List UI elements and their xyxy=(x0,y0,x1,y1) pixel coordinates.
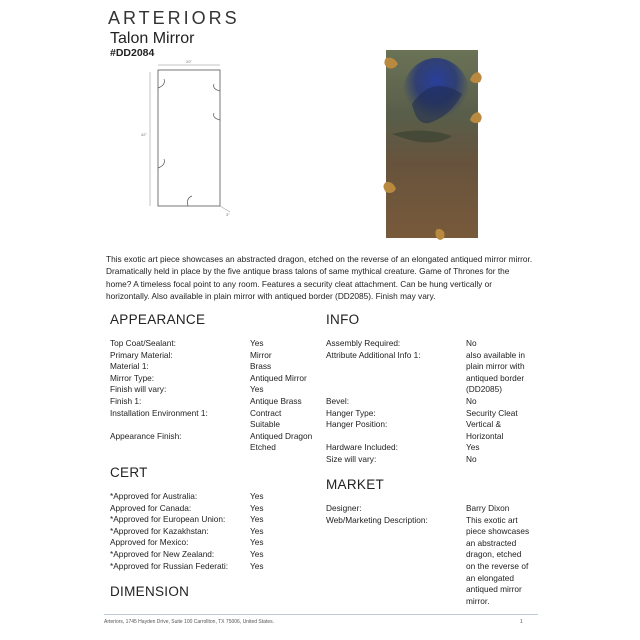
info-value: No xyxy=(466,395,477,406)
cert-value: Yes xyxy=(250,491,264,501)
info-row xyxy=(326,454,536,466)
product-description: This exotic art piece showcases an abstracted dragon, etched on the reverse of an elongated antiqued mirror mirror. Dramatically held in place by the five antique brass talons of same mythical creature. Game of Thrones for the home? A timeless focal point to any room. Features a security cleat attachment. Can be hung vertically or horizontally. Also available in plain mirror with antiqued border (DD2085). Finish may vary. xyxy=(106,254,533,302)
market-list xyxy=(326,503,536,607)
appearance-row xyxy=(110,431,320,454)
appearance-row xyxy=(110,396,320,408)
market-heading: MARKET xyxy=(326,477,385,492)
info-row xyxy=(326,442,536,454)
info-label: Bevel: xyxy=(326,395,350,406)
cert-value: Yes xyxy=(250,502,264,513)
cert-row xyxy=(110,514,320,526)
info-row xyxy=(326,396,536,408)
info-value: Vertical & Horizontal xyxy=(466,419,504,441)
appearance-label: Finish will vary: xyxy=(110,384,167,395)
info-row xyxy=(326,338,536,350)
info-row xyxy=(326,419,536,442)
appearance-label: Finish 1: xyxy=(110,395,142,406)
market-row xyxy=(326,503,536,515)
appearance-row xyxy=(110,361,320,373)
cert-row xyxy=(110,549,320,561)
cert-label: *Approved for Australia: xyxy=(110,491,198,501)
info-label: Hanger Type: xyxy=(326,407,376,418)
appearance-value: Contract Suitable xyxy=(250,407,282,430)
info-value: Yes xyxy=(466,442,480,453)
cert-heading: CERT xyxy=(110,465,148,480)
appearance-value: Antique Brass xyxy=(250,395,302,406)
appearance-value: Mirror xyxy=(250,349,272,360)
cert-value: Yes xyxy=(250,548,264,559)
cert-list xyxy=(110,491,320,572)
page-number: 1 xyxy=(520,619,523,625)
info-value: No xyxy=(466,453,477,464)
cert-value: Yes xyxy=(250,525,264,536)
cert-row xyxy=(110,537,320,549)
dimension-drawing xyxy=(138,58,248,218)
appearance-label: Top Coat/Sealant: xyxy=(110,338,176,348)
cert-value: Yes xyxy=(250,560,264,571)
market-value: This exotic art piece showcases an abstracted dragon, etched on the reverse of an elongated antiqued mirror mirror. xyxy=(466,514,530,606)
info-label: Hanger Position: xyxy=(326,419,388,430)
info-label: Attribute Additional Info 1: xyxy=(326,349,421,360)
info-row xyxy=(326,408,536,420)
info-heading: INFO xyxy=(326,312,360,327)
appearance-value: Antiqued Mirror xyxy=(250,372,307,383)
cert-row xyxy=(110,491,320,503)
appearance-value: Yes xyxy=(250,384,264,395)
cert-row xyxy=(110,526,320,538)
width-label: 20" xyxy=(186,59,192,64)
appearance-value: Antiqued Dragon Etched xyxy=(250,430,313,453)
appearance-value: Brass xyxy=(250,361,272,372)
info-label: Hardware Included: xyxy=(326,442,398,453)
appearance-label: Mirror Type: xyxy=(110,372,155,383)
product-photo xyxy=(372,44,494,244)
info-label: Assembly Required: xyxy=(326,338,401,348)
info-value: Security Cleat xyxy=(466,407,518,418)
product-title: Talon Mirror xyxy=(110,30,195,47)
cert-label: Approved for Mexico: xyxy=(110,537,189,548)
market-value: Barry Dixon xyxy=(466,503,510,513)
cert-label: *Approved for European Union: xyxy=(110,514,226,525)
cert-value: Yes xyxy=(250,537,264,548)
appearance-row xyxy=(110,408,320,431)
brand-logo: ARTERIORS xyxy=(108,8,240,28)
cert-value: Yes xyxy=(250,514,264,525)
height-label: 42" xyxy=(141,132,147,137)
cert-label: *Approved for Kazakhstan: xyxy=(110,525,209,536)
cert-row xyxy=(110,503,320,515)
info-list xyxy=(326,338,536,466)
appearance-row xyxy=(110,350,320,362)
info-value: also available in plain mirror with antiqued border (DD2085) xyxy=(466,349,526,395)
appearance-label: Primary Material: xyxy=(110,349,173,360)
appearance-label: Appearance Finish: xyxy=(110,430,182,441)
cert-label: Approved for Canada: xyxy=(110,502,192,513)
dimension-heading: DIMENSION xyxy=(110,584,190,599)
appearance-row xyxy=(110,373,320,385)
market-label: Designer: xyxy=(326,503,362,513)
appearance-label: Material 1: xyxy=(110,361,149,372)
appearance-heading: APPEARANCE xyxy=(110,312,206,327)
appearance-list xyxy=(110,338,320,454)
market-label: Web/Marketing Description: xyxy=(326,514,428,525)
info-value: No xyxy=(466,338,477,348)
appearance-label: Installation Environment 1: xyxy=(110,407,208,418)
appearance-row xyxy=(110,338,320,350)
appearance-row xyxy=(110,384,320,396)
cert-row xyxy=(110,561,320,573)
footer-divider xyxy=(104,614,538,615)
market-row xyxy=(326,515,536,608)
cert-label: *Approved for New Zealand: xyxy=(110,548,215,559)
info-label: Size will vary: xyxy=(326,453,377,464)
depth-label: 3" xyxy=(226,212,230,217)
product-sku: #DD2084 xyxy=(110,47,155,59)
cert-label: *Approved for Russian Federati: xyxy=(110,560,229,571)
appearance-value: Yes xyxy=(250,338,264,348)
info-row xyxy=(326,350,536,396)
footer-address: Arteriors, 1745 Hayden Drive, Suite 100 Carrollton, TX 75006, United States. xyxy=(104,619,274,625)
